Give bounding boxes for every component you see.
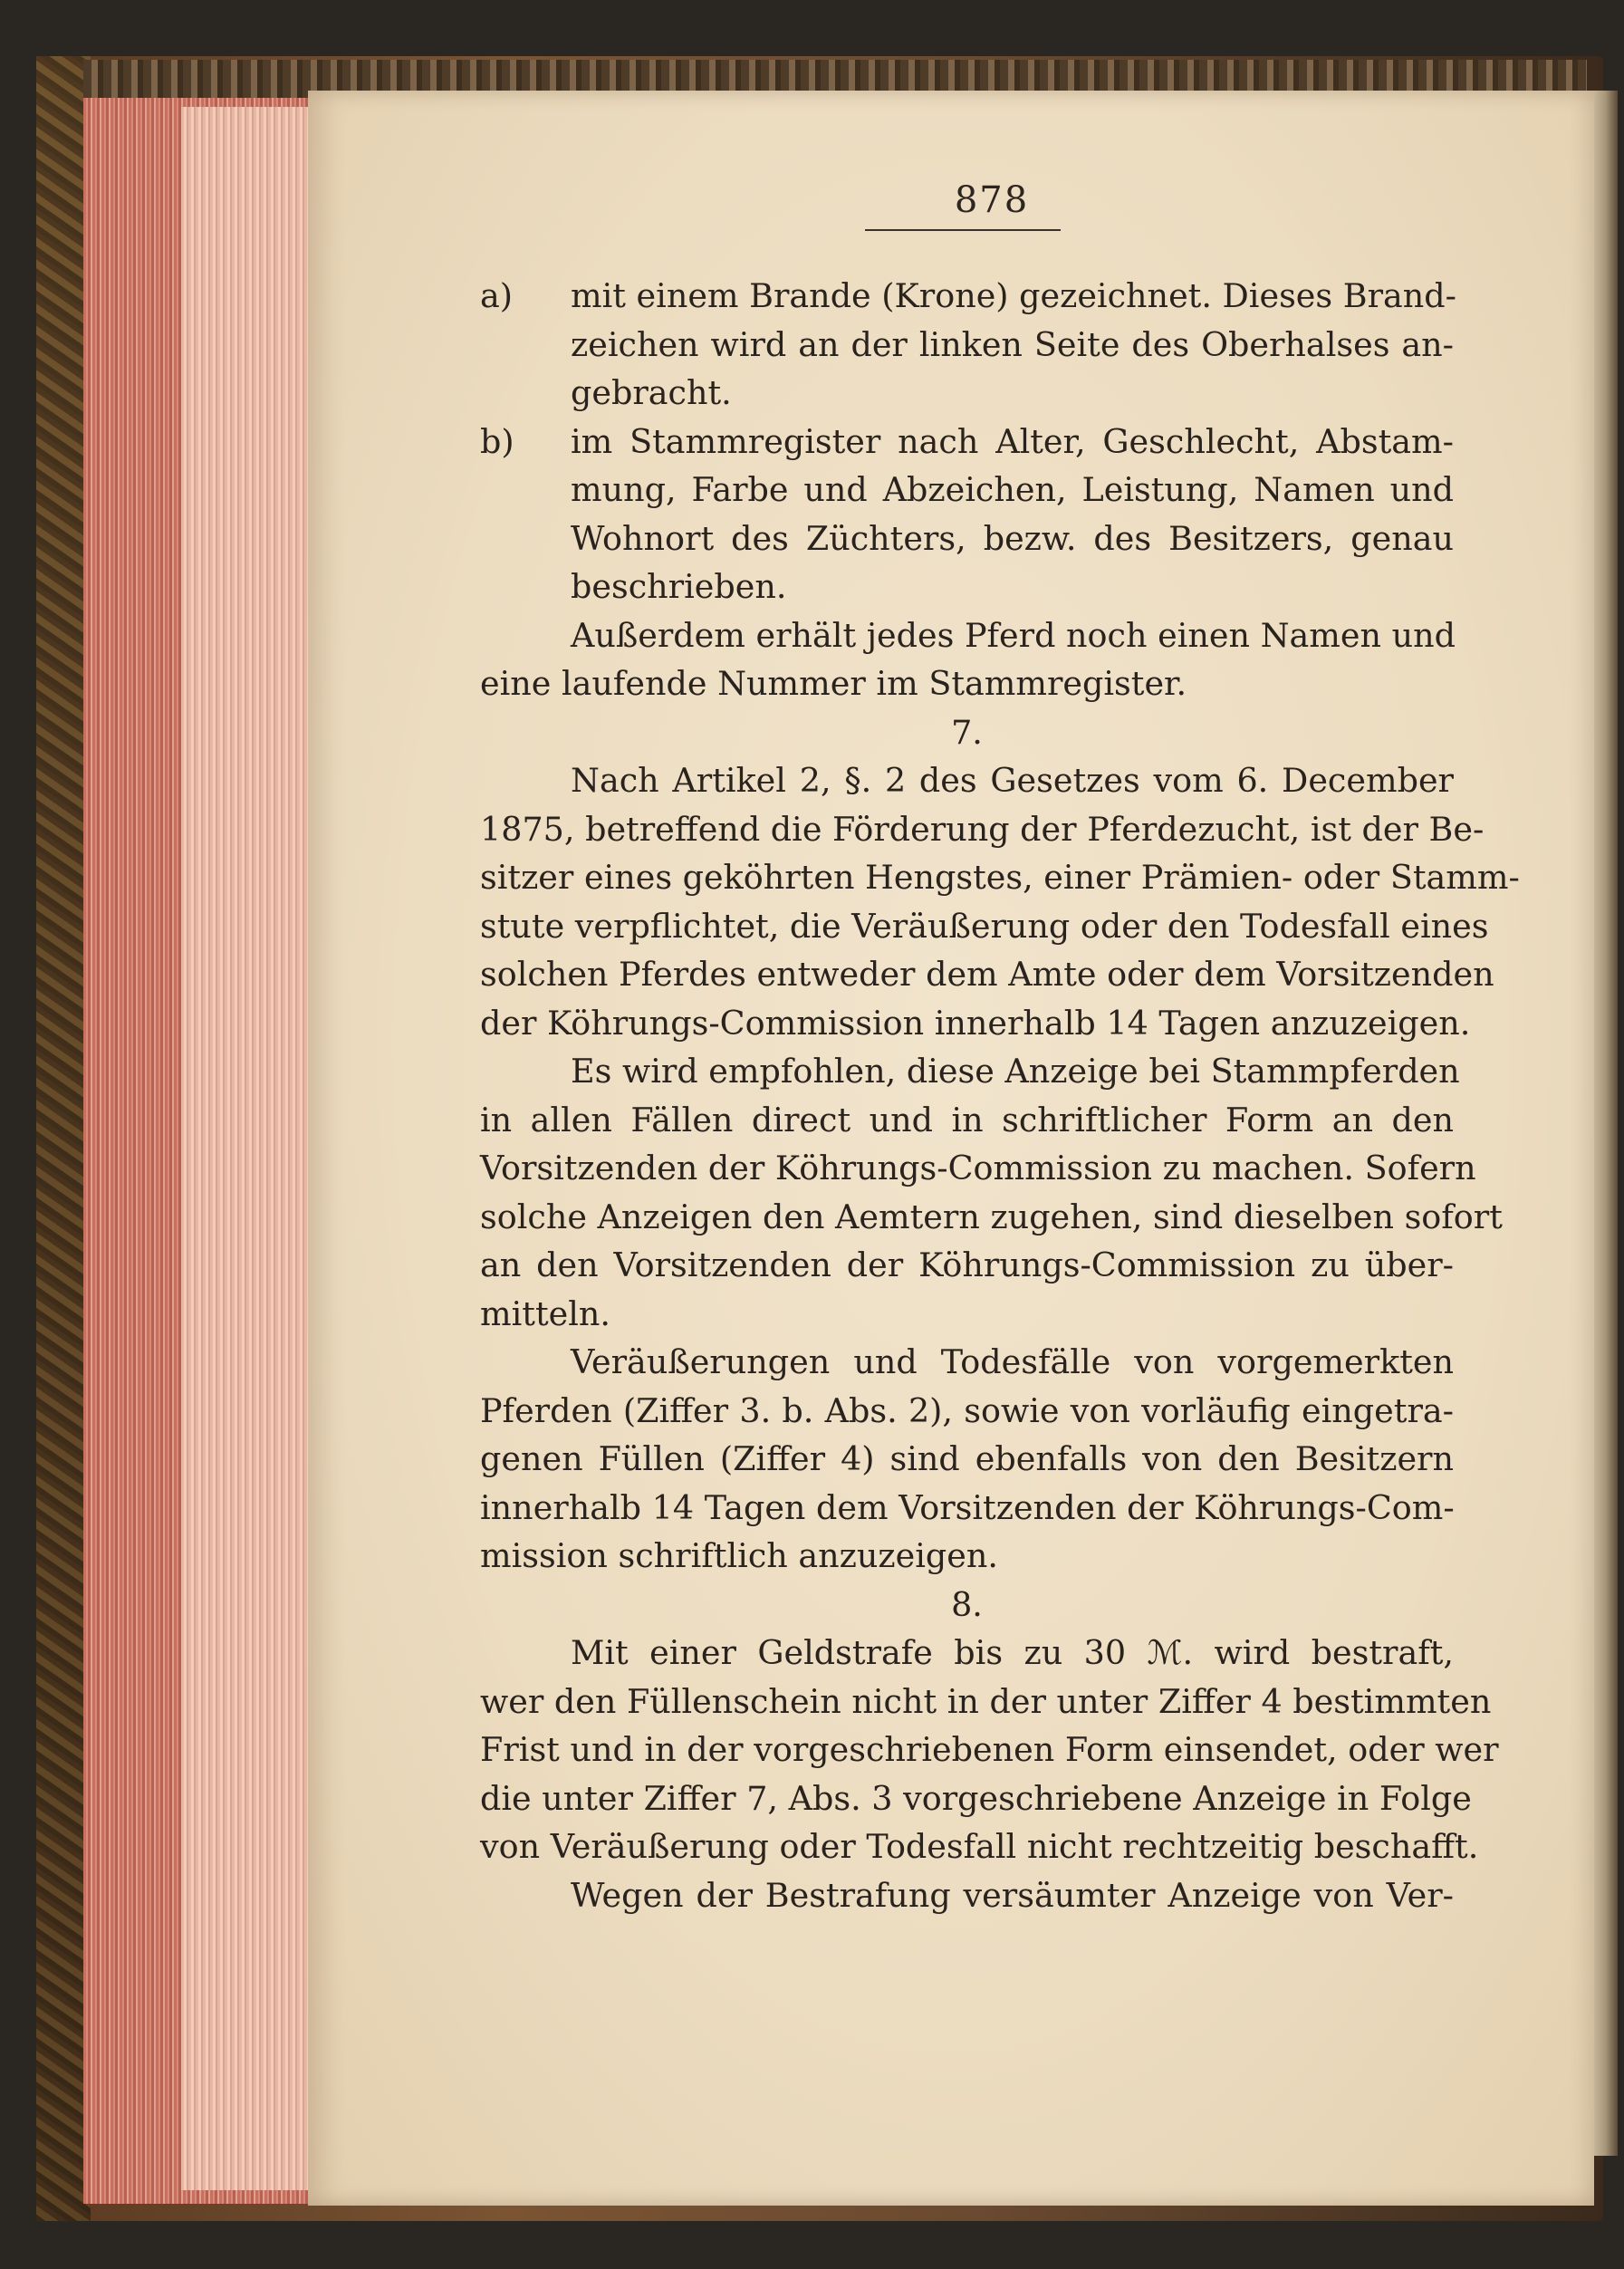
text-line: solche Anzeigen den Aemtern zugehen, sind dieselben sofort	[480, 1197, 1503, 1236]
section-number: 7.	[951, 712, 983, 752]
list-item-continuation: beschrieben.	[571, 567, 787, 606]
text-line: in allen Fällen direct und in schriftlicher Form an den	[480, 1100, 1454, 1139]
header-rule	[865, 229, 1061, 231]
text-line: solchen Pferdes entweder dem Amte oder dem Vorsitzenden	[480, 955, 1494, 994]
paragraph-last-line: mitteln.	[480, 1293, 611, 1333]
list-item-continuation: mung, Farbe und Abzeichen, Leistung, Namen und	[571, 470, 1454, 509]
list-item-continuation: zeichen wird an der linken Seite des Oberhalses an-	[571, 324, 1454, 364]
text-line: Pferden (Ziffer 3. b. Abs. 2), sowie von vorläufig eingetra-	[480, 1390, 1454, 1430]
list-item-text: im Stammregister nach Alter, Geschlecht, Abstam-	[571, 421, 1454, 461]
page-text	[480, 272, 1520, 1919]
list-item-text: mit einem Brande (Krone) gezeichnet. Dieses Brand-	[571, 276, 1456, 315]
list-item-continuation: Wohnort des Züchters, bezw. des Besitzers, genau	[571, 518, 1454, 558]
text-line: innerhalb 14 Tagen dem Vorsitzenden der Köhrungs-Com-	[480, 1487, 1455, 1527]
text-line: wer den Füllenschein nicht in der unter Ziffer 4 bestimmten	[480, 1681, 1492, 1721]
text-line: an den Vorsitzenden der Köhrungs-Commission zu über-	[480, 1245, 1454, 1284]
text-line: stute verpflichtet, die Veräußerung oder den Todesfall eines	[480, 906, 1489, 946]
list-item-line	[480, 418, 1454, 466]
list-item-label: a)	[480, 276, 514, 315]
list-item-label: b)	[480, 421, 514, 461]
text-line: 1875, betreffend die Förderung der Pferdezucht, ist der Be-	[480, 809, 1485, 849]
paragraph-last-line: mission schriftlich anzuzeigen.	[480, 1536, 998, 1575]
list-item-line	[480, 272, 1454, 321]
paragraph-first-line: Außerdem erhält jedes Pferd noch einen Namen und	[571, 615, 1456, 655]
text-line: der Köhrungs-Commission innerhalb 14 Tagen anzuzeigen.	[480, 1003, 1471, 1043]
text-line: Frist und in der vorgeschriebenen Form einsendet, oder wer	[480, 1730, 1499, 1769]
paragraph-first-line: Mit einer Geldstrafe bis zu 30 ℳ. wird bestraft,	[571, 1633, 1454, 1672]
text-line: sitzer eines geköhrten Hengstes, einer Prämien- oder Stamm-	[480, 858, 1520, 897]
paragraph-first-line: Es wird empfohlen, diese Anzeige bei Stammpferden	[571, 1052, 1460, 1091]
list-item-continuation: gebracht.	[571, 373, 732, 412]
text-line: die unter Ziffer 7, Abs. 3 vorgeschriebene Anzeige in Folge	[480, 1778, 1472, 1818]
paragraph-first-line: Wegen der Bestrafung versäumter Anzeige von Ver-	[571, 1875, 1454, 1915]
paragraph-first-line: Nach Artikel 2, §. 2 des Gesetzes vom 6. December	[571, 761, 1454, 800]
paragraph-last-line: von Veräußerung oder Todesfall nicht rechtzeitig beschafft.	[480, 1827, 1479, 1866]
section-number: 8.	[951, 1584, 983, 1624]
text-line: Vorsitzenden der Köhrungs-Commission zu machen. Sofern	[480, 1149, 1476, 1187]
paragraph-last-line: eine laufende Nummer im Stammregister.	[480, 664, 1187, 703]
page-edges-stack-light	[181, 107, 310, 2190]
page-number: 878	[954, 179, 1030, 221]
paragraph-first-line: Veräußerungen und Todesfälle von vorgemerkten	[571, 1342, 1454, 1381]
marbled-board	[36, 56, 91, 2221]
text-line: genen Füllen (Ziffer 4) sind ebenfalls von den Besitzern	[480, 1439, 1454, 1478]
